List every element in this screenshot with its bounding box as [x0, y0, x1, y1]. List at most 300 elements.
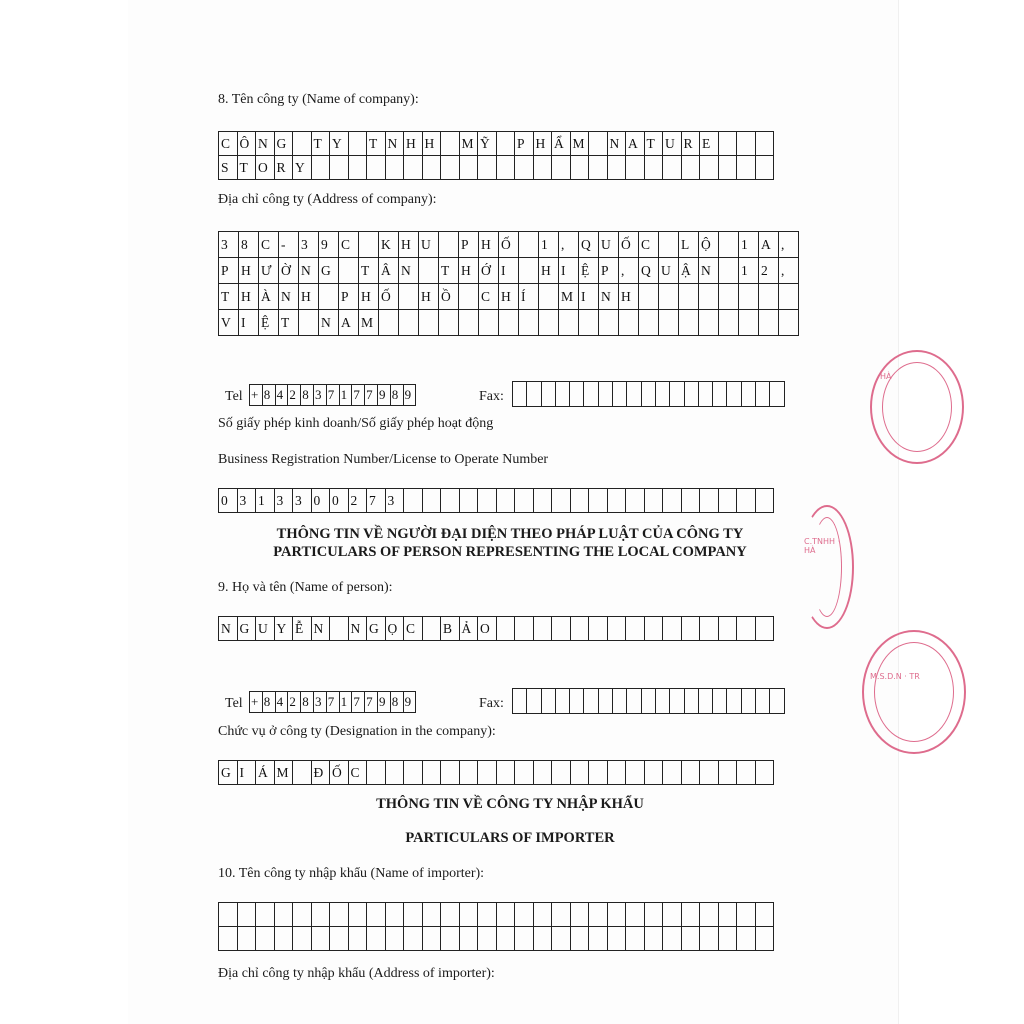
- char-box: I: [578, 283, 599, 310]
- char-box: [551, 488, 571, 513]
- char-box: N: [255, 131, 275, 156]
- person-fax-label: Fax:: [479, 696, 504, 711]
- char-box: [403, 760, 423, 785]
- char-box: ,: [778, 231, 799, 258]
- char-box: [292, 902, 312, 927]
- char-box: [403, 488, 423, 513]
- char-box: [698, 381, 713, 407]
- char-box: [237, 902, 257, 927]
- person-name-grid: [218, 616, 774, 641]
- importer-name-label: 10. Tên công ty nhập khẩu (Name of importer):: [218, 866, 485, 881]
- char-box: [662, 926, 682, 951]
- char-box: [514, 926, 534, 951]
- char-box: ,: [558, 231, 579, 258]
- char-box: [514, 155, 534, 180]
- grid-row: [218, 760, 774, 785]
- char-box: [533, 488, 553, 513]
- char-box: [681, 902, 701, 927]
- char-box: [644, 902, 664, 927]
- char-box: [496, 760, 516, 785]
- char-box: [533, 902, 553, 927]
- char-box: T: [644, 131, 664, 156]
- char-box: 2: [758, 257, 779, 284]
- char-box: [477, 926, 497, 951]
- char-box: Q: [638, 257, 659, 284]
- char-box: [551, 155, 571, 180]
- char-box: [658, 231, 679, 258]
- char-box: [385, 902, 405, 927]
- char-box: [570, 488, 590, 513]
- char-box: [274, 902, 294, 927]
- char-box: H: [478, 231, 499, 258]
- char-box: [769, 381, 784, 407]
- char-box: C: [338, 231, 359, 258]
- company-tel-boxes: [250, 385, 416, 406]
- char-box: [422, 155, 442, 180]
- char-box: [588, 155, 608, 180]
- char-box: H: [538, 257, 559, 284]
- char-box: Í: [518, 283, 539, 310]
- char-box: I: [498, 257, 519, 284]
- char-box: [641, 688, 656, 714]
- char-box: [699, 760, 719, 785]
- char-box: [778, 283, 799, 310]
- char-box: 8: [390, 384, 404, 406]
- char-box: [459, 760, 479, 785]
- char-box: N: [311, 616, 331, 641]
- char-box: [533, 760, 553, 785]
- char-box: [311, 155, 331, 180]
- char-box: Ộ: [698, 231, 719, 258]
- char-box: Ễ: [292, 616, 312, 641]
- char-box: Ệ: [578, 257, 599, 284]
- char-box: [738, 283, 759, 310]
- char-box: [755, 488, 775, 513]
- char-box: [533, 616, 553, 641]
- char-box: [681, 926, 701, 951]
- char-box: N: [348, 616, 368, 641]
- char-box: [741, 381, 756, 407]
- person-tel-label: Tel: [225, 696, 243, 711]
- char-box: [555, 381, 570, 407]
- char-box: [218, 926, 238, 951]
- char-box: A: [338, 309, 359, 336]
- char-box: [496, 131, 516, 156]
- char-box: M: [459, 131, 479, 156]
- char-box: [598, 381, 613, 407]
- char-box: T: [237, 155, 257, 180]
- char-box: [607, 616, 627, 641]
- char-box: [366, 926, 386, 951]
- char-box: [440, 760, 460, 785]
- char-box: [625, 926, 645, 951]
- char-box: [366, 155, 386, 180]
- char-box: [458, 283, 479, 310]
- char-box: T: [438, 257, 459, 284]
- grid-row: [218, 902, 774, 927]
- char-box: [496, 926, 516, 951]
- char-box: 2: [287, 384, 301, 406]
- char-box: [237, 926, 257, 951]
- char-box: Ờ: [278, 257, 299, 284]
- grid-row: [218, 284, 799, 310]
- char-box: [459, 926, 479, 951]
- char-box: C: [258, 231, 279, 258]
- char-box: 8: [300, 691, 314, 713]
- char-box: -: [278, 231, 299, 258]
- char-box: [496, 155, 516, 180]
- char-box: [625, 760, 645, 785]
- char-box: 9: [403, 384, 417, 406]
- char-box: [736, 760, 756, 785]
- char-box: [570, 155, 590, 180]
- char-box: [625, 155, 645, 180]
- char-box: [718, 309, 739, 336]
- char-box: 3: [274, 488, 294, 513]
- char-box: [738, 309, 759, 336]
- char-box: U: [662, 131, 682, 156]
- char-box: [496, 488, 516, 513]
- char-box: [641, 381, 656, 407]
- char-box: [625, 902, 645, 927]
- char-box: [718, 283, 739, 310]
- char-box: 9: [377, 384, 391, 406]
- char-box: C: [403, 616, 423, 641]
- char-box: [678, 309, 699, 336]
- char-box: [655, 688, 670, 714]
- char-box: T: [218, 283, 239, 310]
- license-label-vi: Số giấy phép kinh doanh/Số giấy phép hoạt động: [218, 416, 494, 431]
- char-box: [526, 688, 541, 714]
- char-box: 3: [292, 488, 312, 513]
- grid-row: [218, 927, 774, 951]
- char-box: [422, 488, 442, 513]
- char-box: Â: [378, 257, 399, 284]
- char-box: [662, 760, 682, 785]
- char-box: [755, 381, 770, 407]
- char-box: 1: [538, 231, 559, 258]
- char-box: H: [238, 257, 259, 284]
- company-fax-label: Fax:: [479, 389, 504, 404]
- char-box: [558, 309, 579, 336]
- char-box: H: [298, 283, 319, 310]
- char-box: 7: [366, 488, 386, 513]
- char-box: G: [218, 760, 238, 785]
- char-box: Ệ: [258, 309, 279, 336]
- char-box: [526, 381, 541, 407]
- char-box: [218, 902, 238, 927]
- char-box: Ẩ: [551, 131, 571, 156]
- char-box: Ố: [618, 231, 639, 258]
- char-box: 3: [313, 384, 327, 406]
- char-box: C: [638, 231, 659, 258]
- char-box: [662, 902, 682, 927]
- char-box: 3: [313, 691, 327, 713]
- company-fax-boxes: [513, 382, 785, 407]
- char-box: [551, 760, 571, 785]
- char-box: [514, 488, 534, 513]
- char-box: B: [440, 616, 460, 641]
- char-box: Q: [578, 231, 599, 258]
- char-box: ,: [618, 257, 639, 284]
- char-box: [644, 616, 664, 641]
- char-box: H: [498, 283, 519, 310]
- char-box: [755, 131, 775, 156]
- char-box: [644, 760, 664, 785]
- char-box: [569, 381, 584, 407]
- char-box: Ớ: [478, 257, 499, 284]
- char-box: N: [278, 283, 299, 310]
- char-box: 7: [326, 384, 340, 406]
- char-box: [726, 688, 741, 714]
- grid-row: [218, 616, 774, 641]
- char-box: [348, 155, 368, 180]
- char-box: 2: [287, 691, 301, 713]
- char-box: [588, 616, 608, 641]
- char-box: [741, 688, 756, 714]
- char-box: [533, 155, 553, 180]
- char-box: [755, 155, 775, 180]
- char-box: [440, 902, 460, 927]
- char-box: H: [458, 257, 479, 284]
- company-address-grid: [218, 231, 799, 336]
- char-box: [358, 231, 379, 258]
- char-box: R: [274, 155, 294, 180]
- char-box: P: [514, 131, 534, 156]
- char-box: [255, 902, 275, 927]
- char-box: [459, 488, 479, 513]
- char-box: [726, 381, 741, 407]
- importer-heading-en: PARTICULARS OF IMPORTER: [405, 830, 615, 846]
- char-box: [778, 309, 799, 336]
- red-seal-top: HÀ: [870, 350, 964, 464]
- char-box: T: [366, 131, 386, 156]
- char-box: [625, 488, 645, 513]
- char-box: [712, 381, 727, 407]
- char-box: C: [478, 283, 499, 310]
- designation-label: Chức vụ ở công ty (Designation in the company):: [218, 724, 496, 739]
- char-box: Ố: [498, 231, 519, 258]
- char-box: M: [358, 309, 379, 336]
- char-box: [588, 131, 608, 156]
- char-box: [588, 926, 608, 951]
- char-box: H: [403, 131, 423, 156]
- char-box: [418, 309, 439, 336]
- char-box: H: [358, 283, 379, 310]
- char-box: [662, 488, 682, 513]
- char-box: [348, 902, 368, 927]
- char-box: [329, 902, 349, 927]
- char-box: [681, 616, 701, 641]
- char-box: [329, 155, 349, 180]
- char-box: U: [418, 231, 439, 258]
- char-box: [698, 309, 719, 336]
- char-box: [551, 616, 571, 641]
- char-box: N: [398, 257, 419, 284]
- representative-heading-en: PARTICULARS OF PERSON REPRESENTING THE LOCAL COMPANY: [273, 544, 747, 560]
- char-box: [699, 155, 719, 180]
- char-box: V: [218, 309, 239, 336]
- char-box: [607, 155, 627, 180]
- char-box: U: [598, 231, 619, 258]
- char-box: [478, 309, 499, 336]
- char-box: H: [418, 283, 439, 310]
- char-box: [699, 926, 719, 951]
- char-box: [477, 488, 497, 513]
- char-box: [538, 283, 559, 310]
- char-box: 9: [318, 231, 339, 258]
- char-box: P: [338, 283, 359, 310]
- char-box: K: [378, 231, 399, 258]
- char-box: G: [366, 616, 386, 641]
- char-box: [684, 381, 699, 407]
- char-box: [755, 926, 775, 951]
- char-box: [583, 688, 598, 714]
- char-box: [658, 309, 679, 336]
- red-seal-bottom: M.S.D.N · TR: [862, 630, 966, 754]
- char-box: T: [358, 257, 379, 284]
- char-box: [698, 283, 719, 310]
- char-box: [658, 283, 679, 310]
- char-box: 0: [329, 488, 349, 513]
- char-box: [255, 926, 275, 951]
- char-box: [514, 760, 534, 785]
- char-box: R: [681, 131, 701, 156]
- char-box: H: [422, 131, 442, 156]
- char-box: 8: [390, 691, 404, 713]
- char-box: 1: [339, 691, 353, 713]
- char-box: [769, 688, 784, 714]
- char-box: [736, 616, 756, 641]
- company-address-label: Địa chỉ công ty (Address of company):: [218, 192, 437, 207]
- char-box: [518, 309, 539, 336]
- char-box: [569, 688, 584, 714]
- char-box: [422, 616, 442, 641]
- char-box: [311, 926, 331, 951]
- char-box: Ư: [258, 257, 279, 284]
- char-box: [348, 926, 368, 951]
- char-box: [718, 926, 738, 951]
- char-box: 4: [275, 691, 289, 713]
- char-box: C: [218, 131, 238, 156]
- char-box: [598, 688, 613, 714]
- char-box: [570, 902, 590, 927]
- char-box: [398, 309, 419, 336]
- char-box: T: [278, 309, 299, 336]
- char-box: [758, 309, 779, 336]
- char-box: G: [237, 616, 257, 641]
- char-box: [440, 131, 460, 156]
- person-fax-boxes: [513, 689, 785, 714]
- importer-heading-vi: THÔNG TIN VỀ CÔNG TY NHẬP KHẨU: [376, 796, 644, 812]
- char-box: [541, 381, 556, 407]
- grid-row: [218, 131, 774, 156]
- char-box: 1: [738, 257, 759, 284]
- char-box: [477, 760, 497, 785]
- char-box: 7: [351, 691, 365, 713]
- char-box: [678, 283, 699, 310]
- char-box: [758, 283, 779, 310]
- char-box: [625, 616, 645, 641]
- char-box: [578, 309, 599, 336]
- char-box: G: [274, 131, 294, 156]
- char-box: [385, 155, 405, 180]
- char-box: [736, 926, 756, 951]
- char-box: H: [618, 283, 639, 310]
- char-box: S: [218, 155, 238, 180]
- char-box: [607, 488, 627, 513]
- char-box: [736, 155, 756, 180]
- char-box: 0: [311, 488, 331, 513]
- char-box: [570, 926, 590, 951]
- char-box: 7: [326, 691, 340, 713]
- char-box: L: [678, 231, 699, 258]
- char-box: [329, 616, 349, 641]
- char-box: N: [318, 309, 339, 336]
- char-box: [588, 760, 608, 785]
- char-box: 1: [255, 488, 275, 513]
- char-box: [755, 688, 770, 714]
- char-box: [598, 309, 619, 336]
- char-box: 3: [218, 231, 239, 258]
- char-box: [626, 381, 641, 407]
- grid-row: [218, 231, 799, 258]
- char-box: 2: [348, 488, 368, 513]
- char-box: [736, 488, 756, 513]
- char-box: [422, 926, 442, 951]
- char-box: 8: [300, 384, 314, 406]
- char-box: [477, 155, 497, 180]
- grid-row: [218, 156, 774, 180]
- char-box: ,: [778, 257, 799, 284]
- char-box: 7: [364, 384, 378, 406]
- char-box: [403, 926, 423, 951]
- char-box: Ô: [237, 131, 257, 156]
- char-box: [440, 926, 460, 951]
- char-box: [551, 926, 571, 951]
- char-box: [718, 616, 738, 641]
- char-box: [514, 902, 534, 927]
- char-box: P: [458, 231, 479, 258]
- char-box: +: [249, 691, 263, 713]
- importer-address-label: Địa chỉ công ty nhập khẩu (Address of importer):: [218, 966, 495, 981]
- char-box: Đ: [311, 760, 331, 785]
- char-box: [385, 926, 405, 951]
- char-box: [607, 926, 627, 951]
- red-seal-middle: C.TNHH · HÀ: [800, 505, 854, 629]
- char-box: [718, 488, 738, 513]
- char-box: [644, 926, 664, 951]
- char-box: [618, 309, 639, 336]
- char-box: Y: [274, 616, 294, 641]
- char-box: N: [298, 257, 319, 284]
- char-box: [348, 131, 368, 156]
- char-box: E: [699, 131, 719, 156]
- char-box: 8: [262, 691, 276, 713]
- char-box: [681, 488, 701, 513]
- char-box: M: [558, 283, 579, 310]
- char-box: [292, 760, 312, 785]
- char-box: [755, 616, 775, 641]
- char-box: [329, 926, 349, 951]
- char-box: I: [558, 257, 579, 284]
- char-box: [366, 760, 386, 785]
- char-box: [477, 902, 497, 927]
- char-box: [570, 760, 590, 785]
- char-box: Y: [329, 131, 349, 156]
- char-box: [422, 902, 442, 927]
- char-box: [684, 688, 699, 714]
